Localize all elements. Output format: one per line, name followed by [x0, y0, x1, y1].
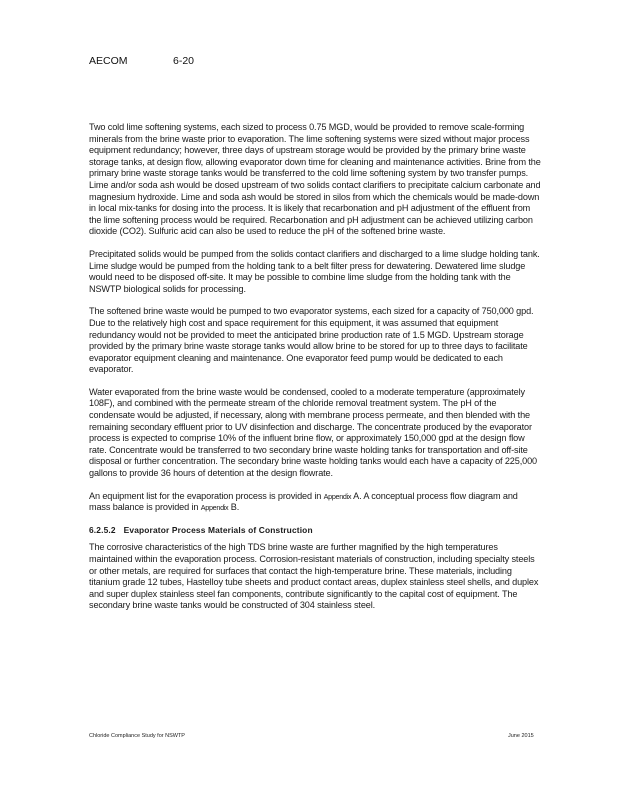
- equipment-list-text-1: An equipment list for the evaporation process is provided in: [89, 490, 324, 501]
- paragraph-equipment-list: [89, 491, 541, 514]
- paragraph-condensate: Water evaporated from the brine waste would be condensed, cooled to a moderate temperature (approximately 108F), and combined with the permeate stream of the chloride removal treatment system. The pH of the condensate would be adjusted, if necessary, along with membrane process permeate, and then blended with the remaining secondary effluent prior to UV disinfection and discharge. The concentrate produced by the evaporator process is expected to comprise 10% of the influent brine flow, or approximately 150,000 gpd at the design flow rate. Concentrate would be transferred to two secondary brine waste holding tanks for transportation and off-site disposal or further concentration. The secondary brine waste holding tanks would each have a capacity of 225,000 gallons to provide 36 hours of detention at the design flowrate.: [89, 386, 537, 479]
- appendix-b-reference: Appendix: [200, 503, 229, 513]
- section-heading: [89, 525, 541, 537]
- equipment-list-text-2: A. A conceptual process flow diagram and mass balance is provided in: [89, 490, 518, 513]
- paragraph-corrosion: The corrosive characteristics of the high TDS brine waste are further magnified by the high temperatures maintained within the evaporation process. Corrosion-resistant materials of construction, including specialty steels or other metals, are required for surfaces that contact the high-temperature brine. These materials, including titanium grade 12 tubes, Hastelloy tube sheets and product contact areas, duplex stainless steel shells, and duplex and super duplex stainless steel fan components, contribute significantly to the capital cost of equipment. The secondary brine waste tanks would be constructed of 304 stainless steel.: [89, 542, 539, 611]
- footer-document-title: Chloride Compliance Study for NSWTP: [89, 733, 185, 739]
- paragraph-lime-softening: Two cold lime softening systems, each sized to process 0.75 MGD, would be provided to remove scale-forming minerals from the brine waste prior to evaporation. The lime softening systems were sized without major process equipment redundancy; however, three days of upstream storage would be provided by the primary brine waste storage tanks, at design flow, allowing evaporator down time for cleaning and maintenance activities. Brine from the primary brine waste storage tanks would be transferred to the cold lime softening system by two transfer pumps. Lime and/or soda ash would be dosed upstream of two solids contact clarifiers to precipitate calcium carbonate and magnesium hydroxide. Lime and soda ash would be stored in silos from which the chemicals would be made-down in local mix-tanks for dosing into the process. It is likely that recarbonation and pH adjustment of the effluent from the lime softening process would be required. Recarbonation and pH adjustment can be achieved utilizing carbon dioxide (CO2). Sulfuric acid can also be used to reduce the pH of the softened brine waste.: [89, 122, 541, 237]
- paragraph-evaporator-systems: The softened brine waste would be pumped to two evaporator systems, each sized for a capacity of 750,000 gpd. Due to the relatively high cost and space requirement for this equipment, it was assumed that equipment redundancy would not be provided to meet the anticipated brine production rate of 1.5 MGD. Upstream storage provided by the primary brine waste storage tanks would allow brine to be stored for up to three days to facilitate evaporator equipment cleaning and maintenance. One evaporator feed pump would be dedicated to each evaporator.: [89, 306, 534, 375]
- paragraph-sludge-handling: Precipitated solids would be pumped from the solids contact clarifiers and discharged to a lime sludge holding tank. Lime sludge would be pumped from the holding tank to a belt filter press for dewatering. Dewatered lime sludge would need to be disposed off-site. It may be possible to combine lime sludge from the holding tank with the NSWTP biological solids for processing.: [89, 248, 540, 294]
- header-organization: AECOM: [89, 55, 128, 67]
- body-text: [89, 122, 541, 623]
- section-number: 6.2.5.2: [89, 524, 116, 535]
- footer-date: June 2015: [508, 733, 534, 739]
- equipment-list-text-3: B.: [228, 502, 240, 513]
- header-page-number: 6-20: [173, 55, 195, 67]
- appendix-a-reference: Appendix: [323, 491, 352, 501]
- section-title: Evaporator Process Materials of Construction: [123, 524, 313, 535]
